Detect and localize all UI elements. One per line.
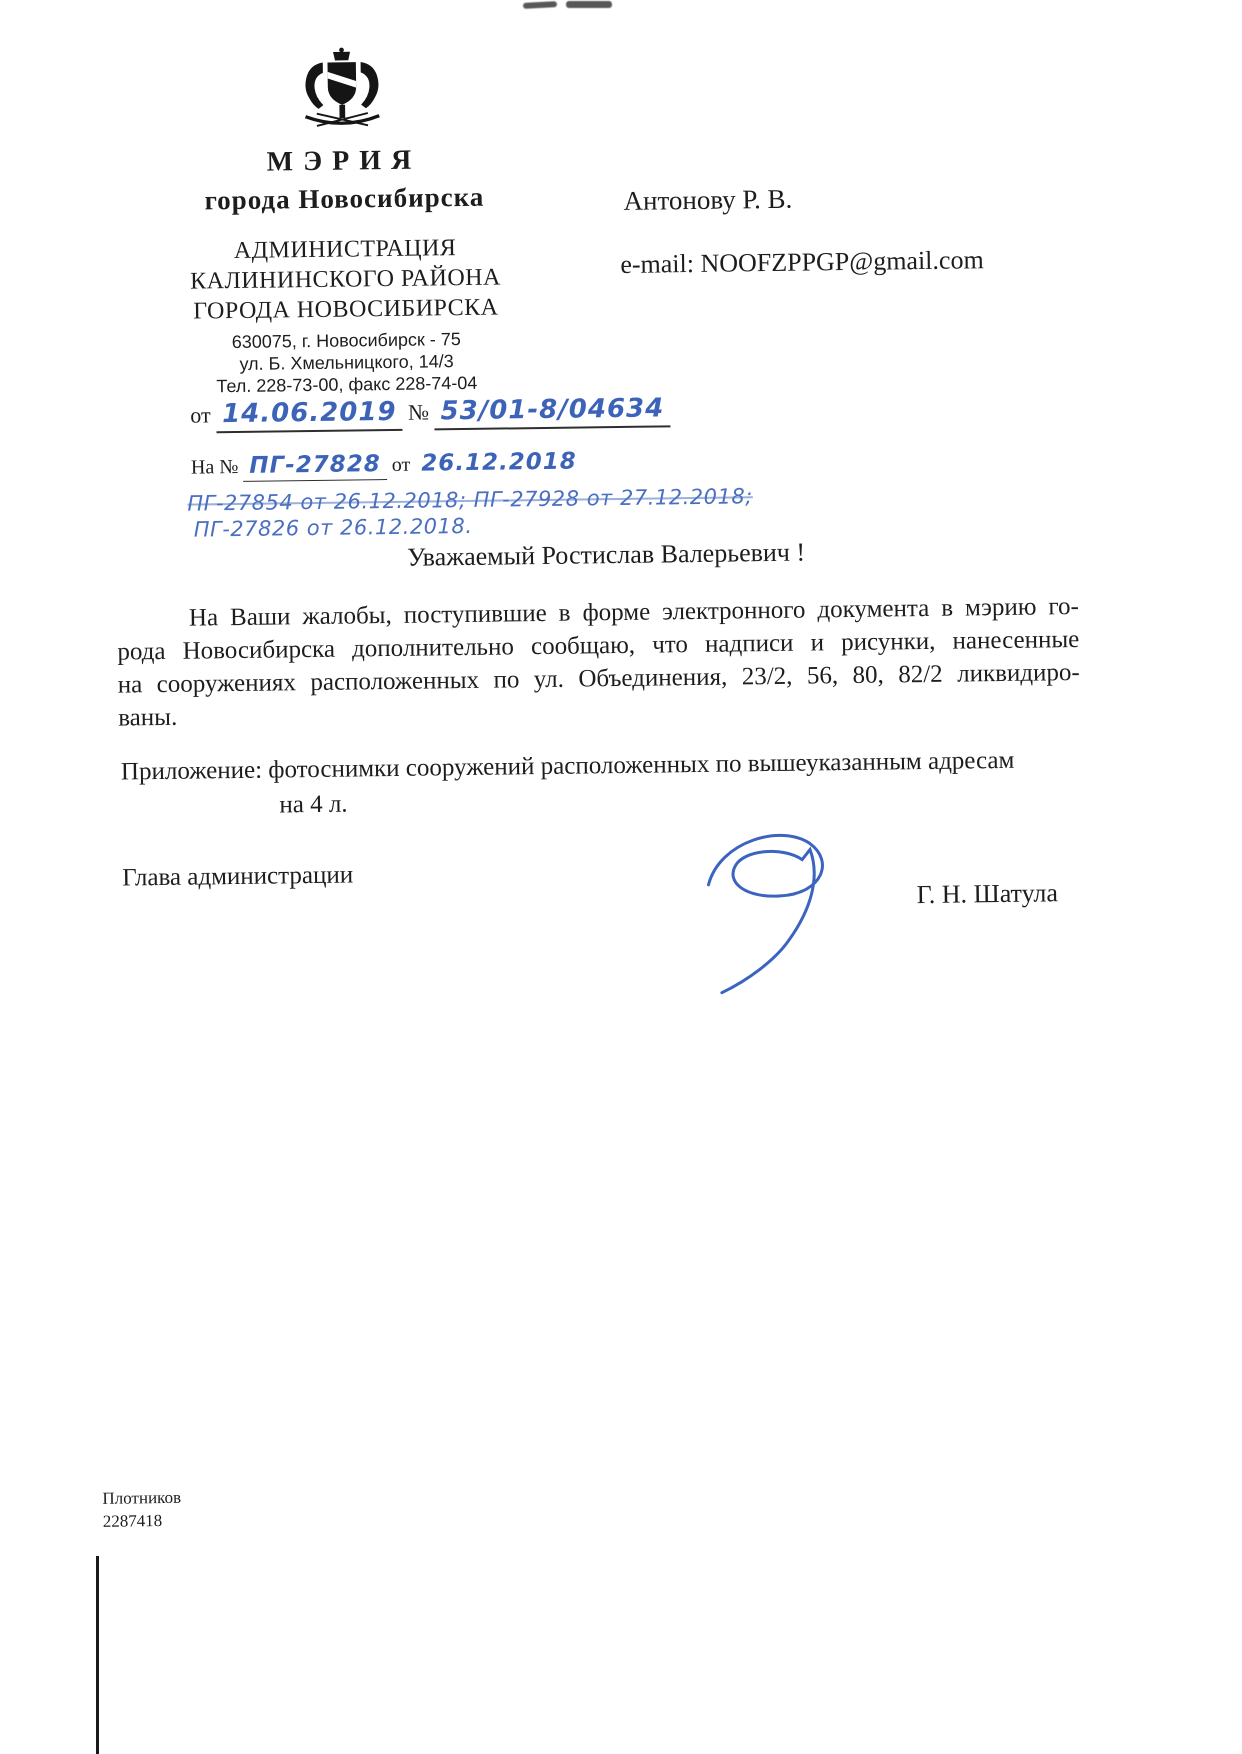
handwritten-reference-line2: ПГ-27854 от 26.12.2018; ПГ-27928 от 27.12.2018; [187,484,753,516]
paragraph-line: На Ваши жалобы, поступившие в форме электронного документа в мэрию го- [188,592,1080,632]
body-paragraph [117,590,1081,735]
letterhead [119,143,572,399]
org-name-line2: города Новосибирска [204,181,485,216]
handwritten-reference-line3: ПГ-27826 от 26.12.2018. [193,513,473,542]
paragraph-line: рода Новосибирска дополнительно сообщаю, что надписи и рисунки, нанесенные [117,625,1080,666]
attachment-note [121,743,1015,825]
paragraph-line: ваны. [118,703,178,732]
executor-block [102,1486,181,1533]
outgoing-date-handwritten: 14.06.2019 [221,396,397,430]
org-address [121,327,572,399]
salutation: Уважаемый Ростислав Валерьевич ! [407,537,806,572]
department-line: КАЛИНИНСКОГО РАЙОНА [189,264,502,295]
attachment-line: на 4 л. [279,790,348,819]
address-line: ул. Б. Хмельницкого, 14/3 [239,351,454,374]
from-label: от [190,402,211,428]
reply-date-label: от [391,453,411,476]
outgoing-number-handwritten: 53/01-8/04634 [440,393,665,427]
paragraph-line: на сооружениях расположенных по ул. Объединения, 23/2, 56, 80, 82/2 ликвидиро- [117,658,1080,699]
number-label: № [407,399,430,425]
outgoing-date-blank [216,397,403,433]
executor-name: Плотников [102,1487,182,1508]
address-line: 630075, г. Новосибирск - 75 [231,329,461,353]
incoming-date-blank [415,448,583,478]
signer-name: Г. Н. Шатула [916,878,1059,910]
incoming-number-handwritten: ПГ-27828 [249,451,381,479]
novosibirsk-coat-of-arms-icon [289,45,394,138]
incoming-date-handwritten: 26.12.2018 [421,448,577,477]
outgoing-reference-line [190,393,670,433]
address-line: Тел. 228-73-00, факс 228-74-04 [216,372,478,397]
department-line: АДМИНИСТРАЦИЯ [233,235,457,265]
org-name-line1: МЭРИЯ [266,144,422,178]
reply-label: На № [190,455,239,479]
outgoing-number-blank [434,393,670,430]
department-name [120,232,571,328]
executor-phone: 2287418 [102,1511,163,1531]
incoming-number-blank [243,451,387,482]
signer-title: Глава администрации [122,861,354,892]
recipient-email: e-mail: NOOFZPPGP@gmail.com [620,245,984,279]
attachment-line: Приложение: фотоснимки сооружений расположенных по вышеуказанным адресам [120,746,1015,786]
recipient-name: Антонову Р. В. [623,183,793,216]
handwritten-signature-icon [686,821,873,998]
incoming-reference-line [191,448,583,482]
department-line: ГОРОДА НОВОСИБИРСКА [193,294,499,325]
